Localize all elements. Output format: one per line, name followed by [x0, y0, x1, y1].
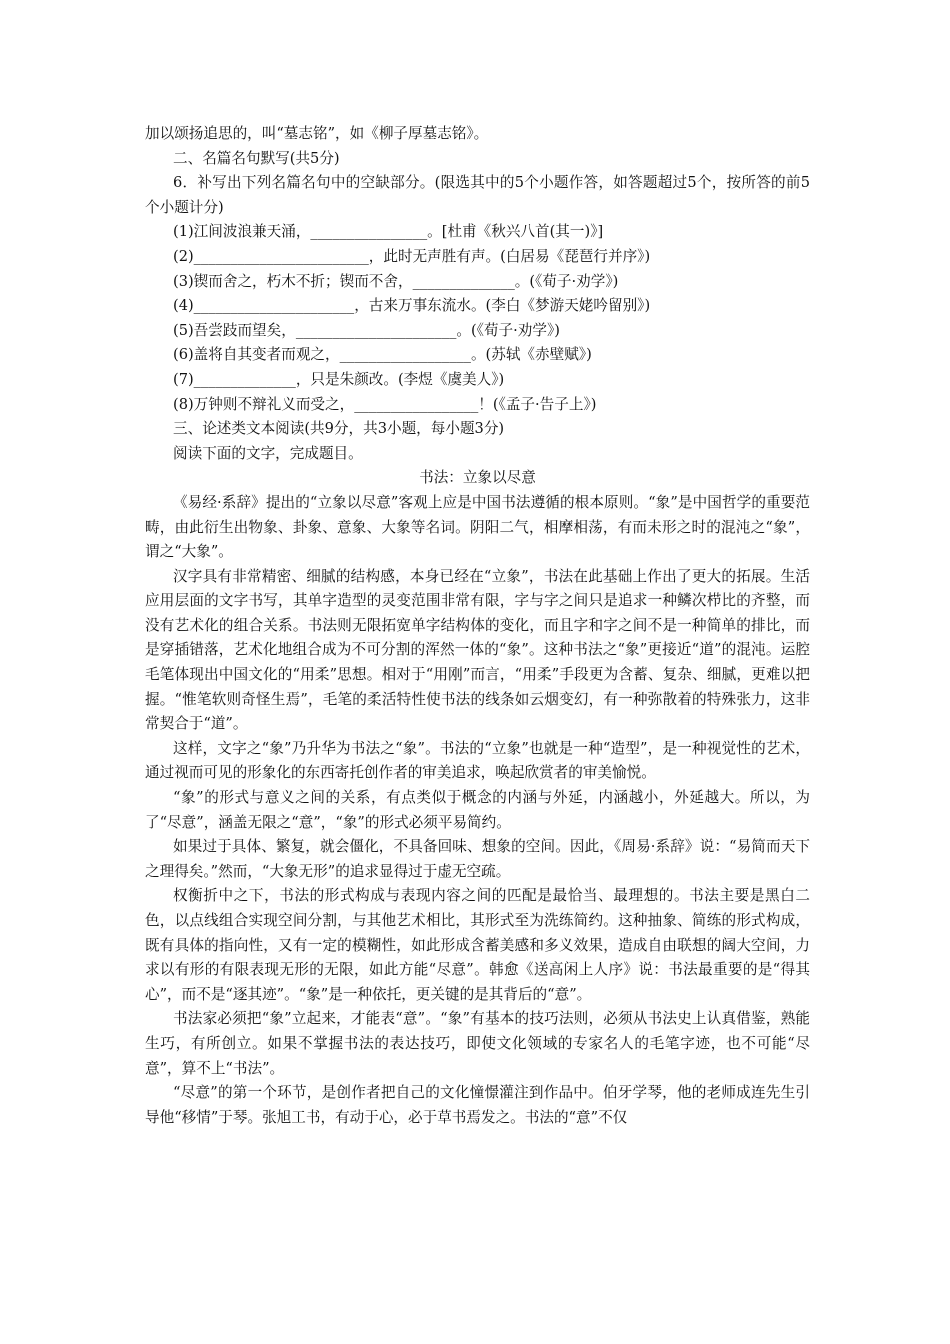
article-paragraph-2: 汉字具有非常精密、细腻的结构感，本身已经在“立象”，书法在此基础上作出了更大的拓展。生活应用层面的文字书写，其单字造型的灵变范围非常有限，字与字之间只是追求一种鳞次栉比的齐整，而没有艺术化的组合关系。书法则无限拓宽单字结构体的变化，而且字和字之间不是一种简单的排比，而是穿插错落，艺术化地组合成为不可分割的浑然一体的“象”。这种书法之“象”更接近“道”的混沌。运腔毛笔体现出中国文化的“用柔”思想。相对于“用刚”而言，“用柔”手段更为含蓄、复杂、细腻，更难以把握。“惟笔软则奇怪生焉”，毛笔的柔活特性使书法的线条如云烟变幻，有一种弥散着的特殊张力，这非常契合于“道”。	[145, 567, 810, 733]
dictation-item-1: (1)江间波浪兼天涌，________________。[杜甫《秋兴八首(其一)》]	[173, 223, 604, 241]
article-paragraph-8: “尽意”的第一个环节，是创作者把自己的文化憧憬灌注到作品中。伯牙学琴，他的老师成连先生引导他“移情”于琴。张旭工书，有动于心，必于草书焉发之。书法的“意”不仅	[145, 1084, 810, 1126]
dictation-item-8: (8)万钟则不辩礼义而受之，_________________！(《孟子·告子上》)	[173, 395, 597, 413]
question-6: 6．补写出下列名篇名句中的空缺部分。(限选其中的5个小题作答，如答题超过5个，按所答的前5个小题计分)	[145, 174, 810, 216]
article-paragraph-3: 这样，文字之“象”乃升华为书法之“象”。书法的“立象”也就是一种“造型”，是一种视觉性的艺术，通过视而可见的形象化的东西寄托创作者的审美追求，唤起欣赏者的审美愉悦。	[145, 739, 810, 782]
document-page	[145, 122, 810, 1130]
article-paragraph-7: 书法家必须把“象”立起来，才能表“意”。“象”有基本的技巧法则，必须从书法史上认真借鉴，熟能生巧，有所创立。如果不掌握书法的表达技巧，即使文化领域的专家名人的毛笔字迹，也不可能“尽意”，算不上“书法”。	[145, 1010, 810, 1077]
dictation-item-6: (6)盖将自其变者而观之，__________________。(苏轼《赤壁赋》)	[173, 346, 592, 364]
article-paragraph-4: “象”的形式与意义之间的关系，有点类似于概念的内涵与外延，内涵越小，外延越大。所以，为了“尽意”，涵盖无限之“意”，“象”的形式必须平易简约。	[145, 789, 810, 831]
dictation-item-3: (3)锲而舍之，朽木不折；锲而不舍，______________。(《荀子·劝学》)	[173, 272, 619, 290]
article-paragraph-1: 《易经·系辞》提出的“立象以尽意”客观上应是中国书法遵循的根本原则。“象”是中国哲学的重要范畴，由此衍生出物象、卦象、意象、大象等名词。阴阳二气，相摩相荡，有而未形之时的混沌之“象”，谓之“大象”。	[145, 493, 810, 561]
reading-instruction: 阅读下面的文字，完成题目。	[173, 444, 363, 462]
article-paragraph-6: 权衡折中之下，书法的形式构成与表现内容之间的匹配是最恰当、最理想的。书法主要是黑白二色，以点线组合实现空间分割，与其他艺术相比，其形式至为洗练简约。这种抽象、简练的形式构成，既有具体的指向性，又有一定的模糊性，如此形成含蓄美感和多义效果，造成自由联想的阔大空间，力求以有形的有限表现无形的无限，如此方能“尽意”。韩愈《送高闲上人序》说：书法最重要的是“得其心”，而不是“逐其迹”。“象”是一种依托，更关键的是其背后的“意”。	[145, 887, 810, 1003]
article-paragraph-5: 如果过于具体、繁复，就会僵化，不具备回味、想象的空间。因此，《周易·系辞》说：“易简而天下之理得矣。”然而，“大象无形”的追求显得过于虚无空疏。	[145, 838, 810, 880]
dictation-item-2: (2)________________________，此时无声胜有声。(白居易《琵琶行并序》)	[173, 247, 651, 265]
carryover-text: 加以颂扬追思的，叫“墓志铭”，如《柳子厚墓志铭》。	[145, 125, 489, 142]
article-title: 书法：立象以尽意	[419, 469, 536, 487]
dictation-item-7: (7)______________，只是朱颜改。(李煜《虞美人》)	[173, 370, 505, 388]
dictation-item-4: (4)______________________，古来万事东流水。(李白《梦游天姥吟留别》)	[173, 297, 651, 315]
section-heading-reading: 三、论述类文本阅读(共9分，共3小题，每小题3分)	[173, 420, 505, 438]
dictation-item-5: (5)吾尝跂而望矣，______________________。(《荀子·劝学》)	[173, 321, 560, 339]
section-heading-dictation: 二、名篇名句默写(共5分)	[173, 149, 340, 167]
